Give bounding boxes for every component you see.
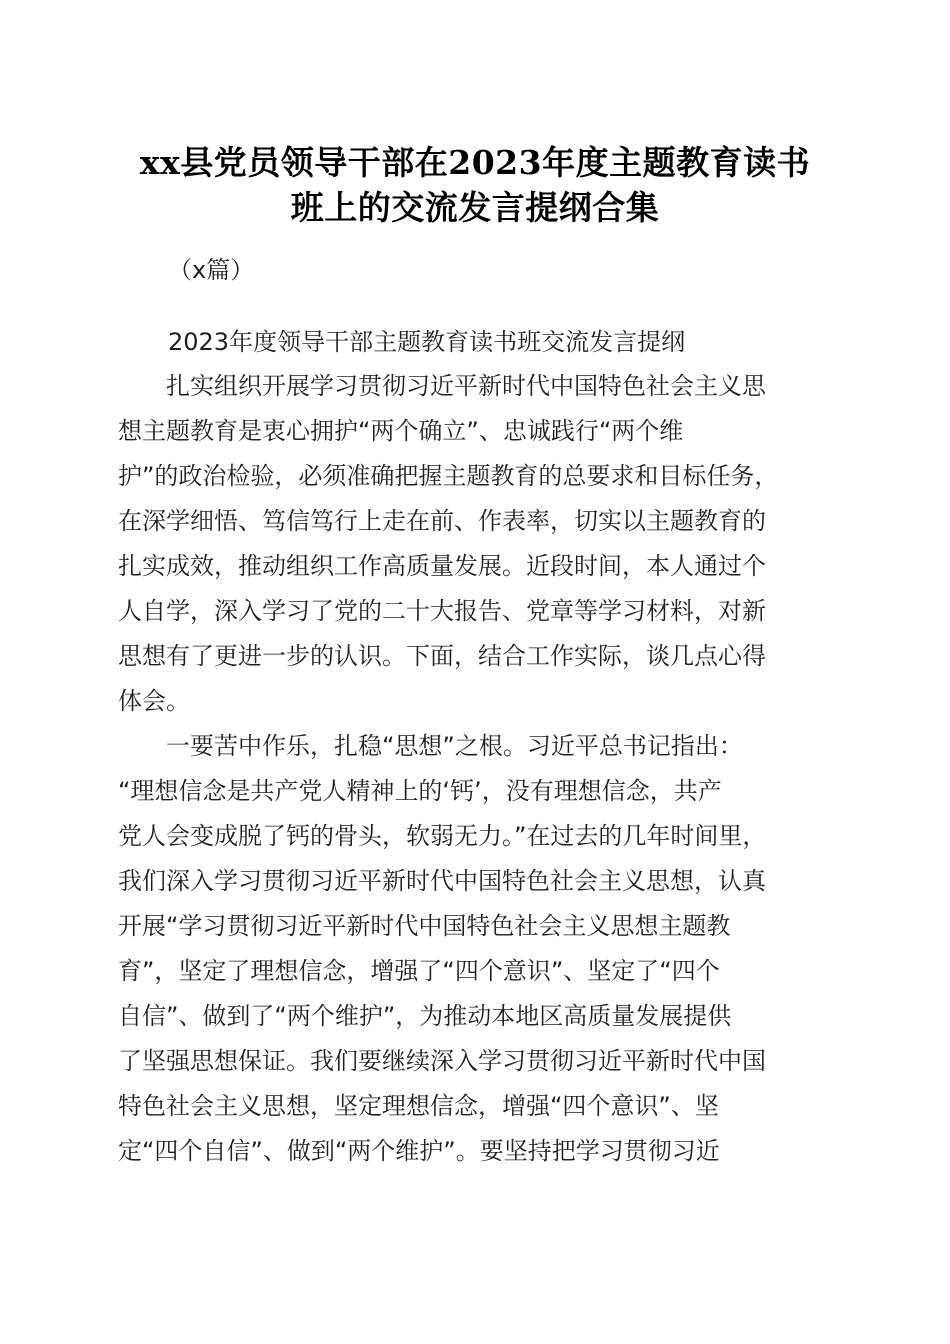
paragraph-line: 自信”、做到了“两个维护”，为推动本地区高质量发展提供: [118, 1002, 732, 1030]
paragraph-line: 特色社会主义思想，坚定理想信念，增强“四个意识”、坚: [118, 1092, 719, 1120]
paragraph-line: 扎实成效，推动组织工作高质量发展。近段时间，本人通过个: [118, 552, 766, 580]
paragraph-line: 一要苦中作乐，扎稳“思想”之根。习近平总书记指出：: [118, 732, 743, 760]
paragraph-line: 育”，坚定了理想信念，增强了“四个意识”、坚定了“四个: [118, 957, 720, 985]
document-title-line-2: 班上的交流发言提纲合集: [290, 188, 660, 227]
paragraph-line: 人自学，深入学习了党的二十大报告、党章等学习材料，对新: [118, 597, 766, 625]
paragraph-line: 我们深入学习贯彻习近平新时代中国特色社会主义思想，认真: [118, 867, 766, 895]
paragraph-line: “理想信念是共产党人精神上的‘钙’，没有理想信念，共产: [118, 777, 722, 805]
paragraph-line: 体会。: [118, 687, 190, 715]
paragraph-line: 党人会变成脱了钙的骨头，软弱无力。”在过去的几年时间里，: [118, 822, 767, 850]
section-label: （x篇）: [168, 256, 255, 284]
paragraph-line: 定“四个自信”、做到“两个维护”。要坚持把学习贯彻习近: [118, 1137, 720, 1165]
paragraph-line: 扎实组织开展学习贯彻习近平新时代中国特色社会主义思: [118, 372, 766, 400]
subtitle: 2023年度领导干部主题教育读书班交流发言提纲: [168, 328, 686, 356]
paragraph-line: 护”的政治检验，必须准确把握主题教育的总要求和目标任务，: [118, 462, 779, 490]
document-title-line-1: xx县党员领导干部在2023年度主题教育读书: [139, 143, 811, 182]
paragraph-line: 在深学细悟、笃信笃行上走在前、作表率，切实以主题教育的: [118, 507, 766, 535]
paragraph-line: 思想有了更进一步的认识。下面，结合工作实际，谈几点心得: [118, 642, 766, 670]
paragraph-line: 想主题教育是衷心拥护“两个确立”、忠诚践行“两个维: [118, 417, 684, 445]
paragraph-line: 了坚强思想保证。我们要继续深入学习贯彻习近平新时代中国: [118, 1047, 766, 1075]
paragraph-line: 开展“学习贯彻习近平新时代中国特色社会主义思想主题教: [118, 912, 731, 940]
